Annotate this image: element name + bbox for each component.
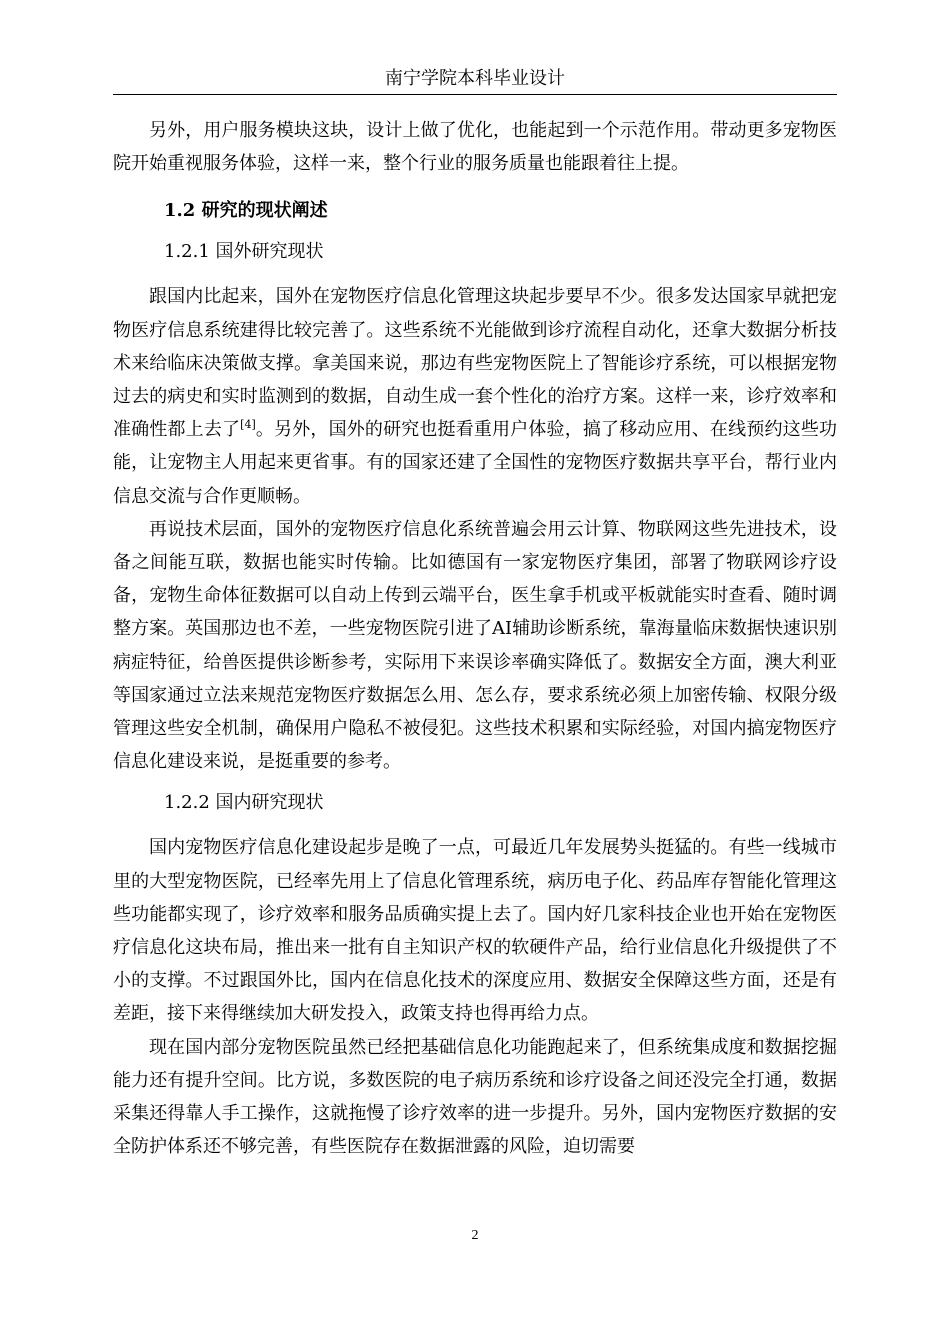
subsection-heading-1-2-2: 1.2.2 国内研究现状 [164, 792, 324, 814]
intro-paragraph: 另外，用户服务模块这块，设计上做了优化，也能起到一个示范作用。带动更多宠物医院开始重视服务体验，这样一来，整个行业的服务质量也能跟着往上提。 [113, 120, 837, 175]
foreign-research-paragraph-2: 再说技术层面，国外的宠物医疗信息化系统普遍会用云计算、物联网这些先进技术，设备之间能互联，数据也能实时传输。比如德国有一家宠物医疗集团，部署了物联网诊疗设备，宠物生命体征数据可以自动上传到云端平台，医生拿手机或平板就能实时查看、随时调整方案。英国那边也不差，一些宠物医院引进了AI辅助诊断系统，靠海量临床数据快速识别病症特征，给兽医提供诊断参考，实际用下来误诊率确实降低了。数据安全方面，澳大利亚等国家通过立法来规范宠物医疗数据怎么用、怎么存，要求系统必须上加密传输、权限分级管理这些安全机制，确保用户隐私不被侵犯。这些技术积累和实际经验，对国内搞宠物医疗信息化建设来说，是挺重要的参考。 [113, 518, 837, 773]
header-title: 南宁学院本科毕业设计 [385, 68, 565, 89]
foreign-research-paragraph-1 [113, 280, 837, 512]
citation-reference: [4] [240, 418, 256, 432]
subsection-heading-1-2-1: 1.2.1 国外研究现状 [164, 241, 324, 263]
section-heading-1-2: 1.2 研究的现状阐述 [164, 200, 328, 222]
foreign-p1-text-a: 跟国内比起来，国外在宠物医疗信息化管理这块起步要早不少。很多发达国家早就把宠物医疗信息系统建得比较完善了。这些系统不光能做到诊疗流程自动化，还拿大数据分析技术来给临床决策做支撑。拿美国来说，那边有些宠物医院上了智能诊疗系统，可以根据宠物过去的病史和实时监测到的数据，自动生成一套个性化的治疗方案。这样一来，诊疗效率和准确性都上去了 [113, 286, 837, 441]
domestic-research-paragraph-1: 国内宠物医疗信息化建设起步是晚了一点，可最近几年发展势头挺猛的。有些一线城市里的大型宠物医院，已经率先用上了信息化管理系统，病历电子化、药品库存智能化管理这些功能都实现了，诊疗效率和服务品质确实提上去了。国内好几家科技企业也开始在宠物医疗信息化这块布局，推出来一批有自主知识产权的软硬件产品，给行业信息化升级提供了不小的支撑。不过跟国外比，国内在信息化技术的深度应用、数据安全保障这些方面，还是有差距，接下来得继续加大研发投入，政策支持也得再给力点。 [113, 837, 837, 1025]
document-body [113, 114, 837, 1163]
foreign-p1-text-b: 。另外，国外的研究也挺看重用户体验，搞了移动应用、在线预约这些功能，让宠物主人用起来更省事。有的国家还建了全国性的宠物医疗数据共享平台，帮行业内信息交流与合作更顺畅。 [113, 419, 838, 507]
domestic-research-paragraph-2: 现在国内部分宠物医院虽然已经把基础信息化功能跑起来了，但系统集成度和数据挖掘能力还有提升空间。比方说，多数医院的电子病历系统和诊疗设备之间还没完全打通，数据采集还得靠人手工操作，这就拖慢了诊疗效率的进一步提升。另外，国内宠物医疗数据的安全防护体系还不够完善，有些医院存在数据泄露的风险，迫切需要 [113, 1036, 837, 1158]
page-number: 2 [471, 1228, 479, 1243]
page-header [113, 66, 837, 95]
